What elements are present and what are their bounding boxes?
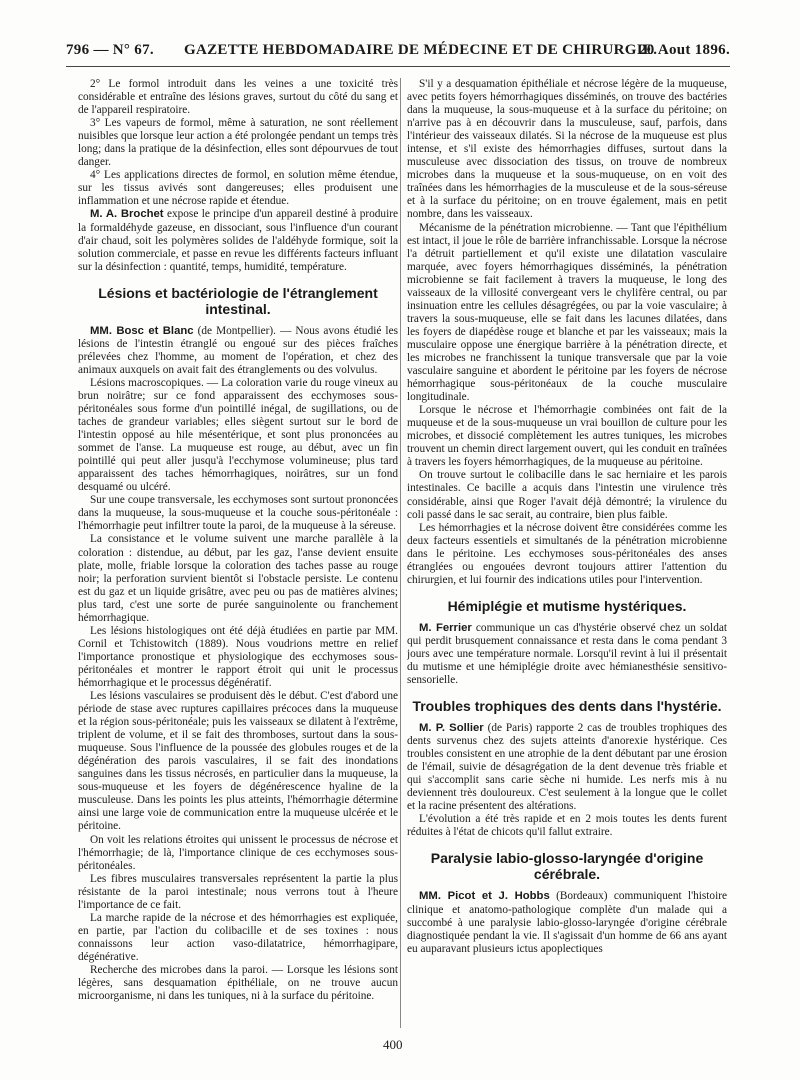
author-name: MM. Picot et J. Hobbs [419, 890, 550, 903]
paragraph: S'il y a desquamation épithéliale et nécrose légère de la muqueuse, avec petits foyers hémorrhagiques disséminés, on trouve des bactéries dans la muqueuse, la sous-muqueuse et à la surface du péritoine; on n'arrive pas à en découvrir dans la musculeuse, sauf, parfois, dans l'intérieur des vaisseaux dilatés. Si la nécrose de la muqueuse est plus intense, et s'il existe des hémorrhagies diffuses, surtout dans la musculeuse avec dissociation des tissus, on trouve de nombreux microbes dans la muqueuse et la sous-muqueuse, on en voit des traînées dans les hémorrhagies de la musculeuse et de la sous-séreuse et à la surface du péritoine; on en trouve également, mais en petit nombre, dans les vaisseaux. [407, 78, 727, 221]
paragraph: On voit les relations étroites qui unissent le processus de nécrose et l'hémorrhagie; de là, l'importance clinique de ces ecchymoses sous-péritonéales. [78, 833, 398, 872]
paragraph: Lorsque le nécrose et l'hémorrhagie combinées ont fait de la muqueuse et de la sous-muqueuse un vrai bouillon de culture pour les microbes, et dissocié complètement les autres tuniques, les microbes trouvent un chemin direct largement ouvert, qui les conduit en traînées à travers les foyers hémorrhagiques, de la muqueuse au péritoine. [407, 404, 727, 469]
paragraph: Lésions macroscopiques. — La coloration varie du rouge vineux au brun noirâtre; sur ce fond apparaissent des ecchymoses sous-péritonéales sous forme d'un pointillé inégal, de sugillations, ou de taches de grandeur variables; elles siègent surtout sur le bord de l'intestin opposé au hile mésentérique, et sont plus prononcées au sommet de l'anse. La muqueuse est rouge, au début, avec un fin pointillé qui peut aller jusqu'à l'ecchymose volumineuse; plus tard apparaissent des taches hémorrhagiques, noirâtres, sur un fond desquamé ou ulcéré. [78, 376, 398, 494]
paragraph: Recherche des microbes dans la paroi. — Lorsque les lésions sont légères, sans desquamation épithéliale, on ne trouve aucun microorganisme, ni dans les tuniques, ni à la surface du péritoine. [78, 964, 398, 1003]
paragraph-text: communique un cas d'hystérie observé chez un soldat qui perdit brusquement connaissance et resta dans le coma pendant 3 jours avec une température normale. Lorsqu'il revint à lui il présentait du mutisme et une hémiplégie droite avec hémianesthésie sensitivo-sensorielle. [407, 621, 727, 687]
issue-date: 20 Aout 1896. [639, 42, 730, 58]
section-heading: Paralysie labio-glosso-laryngée d'origine cérébrale. [430, 850, 704, 883]
paragraph: 2° Le formol introduit dans les veines a une toxicité très considérable et entraîne des lésions graves, surtout du côté du sang et de l'appareil respiratoire. [78, 78, 398, 117]
section-heading: Troubles trophiques des dents dans l'hystérie. [412, 698, 722, 715]
right-column [407, 78, 727, 1030]
left-column [78, 78, 398, 1030]
paragraph: Les hémorrhagies et la nécrose doivent être considérées comme les deux facteurs essentiels et simultanés de la pénétration microbienne dans le péritoine. Les ecchymoses sous-péritonéales des anses étranglées ou engouées devront toujours attirer l'attention du chirurgien, et lui fournir des indications utiles pour l'intervention. [407, 521, 727, 586]
running-header [66, 40, 730, 67]
paragraph [78, 208, 398, 273]
author-name: MM. Bosc et Blanc [90, 324, 194, 337]
paragraph: Mécanisme de la pénétration microbienne. — Tant que l'épithélium est intact, il joue le rôle de barrière infranchissable. Lorsque la nécrose l'a détruit partiellement et qu'il existe une dilatation vasculaire marquée, avec foyers hémorrhagiques disséminés, la pénétration microbienne se fait facilement à travers la muqueuse, le long des vaisseaux de la villosité convergeant vers le chylifère central, ou par insinuation entre les cellules désagrégées, ou par la voie vasculaire; à travers la sous-muqueuse, elle se fait dans les lacunes dilatées, dans les foyers de diapédèse rouge et blanche et par les vaisseaux; mais la musculaire oppose une énergique barrière à la pénétration directe, et les microbes ne franchissent la tunique transversale que par la voie vasculaire sanguine et abordent le péritoine par les foyers de nécrose hémorrhagique sous-péritonéaux de la couche musculaire longitudinale. [407, 221, 727, 404]
paragraph: La consistance et le volume suivent une marche parallèle à la coloration : distendue, au début, par les gaz, l'anse devient ensuite plate, molle, friable lorsque la coloration des taches passe au rouge noir; la perforation survient bientôt si l'obstacle persiste. Le contenu est du gaz et un liquide grisâtre, avec peu ou pas de matières alvines; plus tard, c'est une sorte de purée sanguinolente ou franchement hémorrhagique. [78, 533, 398, 624]
column-divider [400, 78, 401, 1028]
paragraph: On trouve surtout le colibacille dans le sac herniaire et les parois intestinales. Ce bacille a acquis dans l'intestin une virulence très considérable, ainsi que Roger l'avait déjà démontré; la virulence du coli passé dans le sac serait, au contraire, bien plus faible. [407, 469, 727, 521]
paragraph-text: (Bordeaux) communiquent l'histoire clinique et anatomo-pathologique complète d'un malade qui a succombé à une paralysie labio-glosso-laryngée d'origine cérébrale diagnostiquée pendant la vie. Il s'agissait d'un homme de 66 ans ayant eu auparavant plusieurs ictus apoplectiques [407, 890, 727, 955]
paragraph: Les lésions vasculaires se produisent dès le début. C'est d'abord une période de stase avec ruptures capillaires précoces dans la muqueuse et la région sous-péritonéale; puis les vaisseaux se dilatent à l'extrême, triplent de volume, et il se fait des thromboses, surtout dans la sous-muqueuse. Sous l'influence de la poussée des globules rouges et de la dégénération des parois vasculaires, il se fait des inondations sanguines dans les tissus nécrosés, en particulier dans la muqueuse, la sous-muqueuse et les foyers de dégénérescence hyaline de la musculeuse. Dans les points les plus atteints, l'hémorrhagie détermine ainsi une large voie de communication entre la muqueuse ulcérée et le péritoine. [78, 690, 398, 833]
paragraph [407, 722, 727, 813]
section-heading: Hémiplégie et mutisme hystériques. [447, 597, 687, 614]
page-number: 400 [383, 1037, 403, 1052]
page-issue-number: 796 — N° 67. [66, 42, 154, 58]
author-name: M. P. Sollier [419, 722, 484, 735]
journal-title: GAZETTE HEBDOMADAIRE DE MÉDECINE ET DE CHIRURGIE. [184, 42, 658, 58]
paragraph [78, 325, 398, 377]
paragraph: La marche rapide de la nécrose et des hémorrhagies est expliquée, en partie, par l'action du colibacille et de ses toxines : nous connaissons leur action vaso-dilatatrice, hémorrhagipare, dégénérative. [78, 911, 398, 963]
paragraph: L'évolution a été très rapide et en 2 mois toutes les dents furent réduites à l'état de chicots qu'il fallut extraire. [407, 813, 727, 839]
section-heading: Lésions et bactériologie de l'étranglement intestinal. [98, 284, 378, 317]
paragraph: 4° Les applications directes de formol, en solution même étendue, sur les tissus avivés sont dangereuses; elles produisent une inflammation et une nécrose rapide et étendue. [78, 169, 398, 208]
paragraph: 3° Les vapeurs de formol, même à saturation, ne sont réellement nuisibles que lorsque leur action a été prolongée pendant un temps très long; dans la pratique de la désinfection, elles sont dépourvues de tout danger. [78, 117, 398, 169]
paragraph: Les fibres musculaires transversales représentent la partie la plus résistante de la paroi intestinale; nous verrons tout à l'heure l'importance de ce fait. [78, 872, 398, 911]
author-name: M. Ferrier [419, 621, 472, 634]
paragraph: Sur une coupe transversale, les ecchymoses sont surtout prononcées dans la muqueuse, la sous-muqueuse et la couche sous-péritonéale : l'hémorrhagie peut infiltrer toute la paroi, de la muqueuse à la séreuse. [78, 494, 398, 533]
paragraph: Les lésions histologiques ont été déjà étudiées en partie par MM. Cornil et Tchistowitch (1889). Nous voudrions mettre en relief l'importance pronostique et physiologique des ecchymoses sous-péritonéales et montrer le rapport étroit qui unit le processus hémorrhagique et le processus dégénératif. [78, 624, 398, 689]
paragraph-text: expose le principe d'un appareil destiné à produire la formaldéhyde gazeuse, en dissociant, sous l'influence d'un courant d'air chaud, soit les polymères solides de l'aldéhyde formique, soit la solution commerciale, et passe en revue les différents facteurs influant sur la désinfection : quantité, temps, humidité, température. [78, 208, 398, 273]
paragraph-text: (de Paris) rapporte 2 cas de troubles trophiques des dents survenus chez des sujets atteints d'anorexie hystérique. Ces troubles consistent en une atrophie de la dent débutant par une érosion de l'émail, suivie de désagrégation de la dent devenue très friable et qui s'accomplit sans carie sèche ni humide. Les nerfs mis à nu deviennent très douloureux. C'est seulement à la longue que le collet et la racine présentent des altérations. [407, 722, 727, 813]
paragraph [407, 622, 727, 687]
author-name: M. A. Brochet [90, 208, 164, 221]
paragraph-text: (de Montpellier). — Nous avons étudié les lésions de l'intestin étranglé ou engoué sur des pièces fraîches prélevées chez l'homme, au moment de l'opération, et chez des animaux auxquels on avait fait des étranglements ou des volvulus. [78, 324, 398, 376]
paragraph [407, 890, 727, 955]
